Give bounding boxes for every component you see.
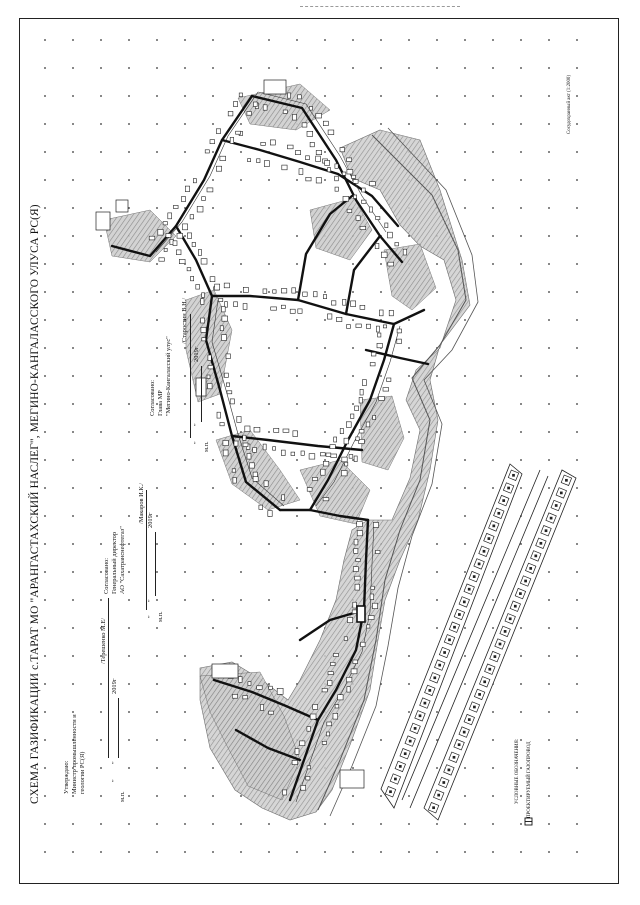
- legend-heading: УСЛОВНЫЕ ОБОЗНАЧЕНИЯ:: [515, 738, 520, 804]
- company-date-line: [155, 532, 156, 596]
- district-year: 2019г: [193, 346, 200, 362]
- company-stamp: м.п.: [157, 611, 164, 622]
- approved-heading: Утверждаю:: [63, 760, 70, 794]
- approved-date-close: ": [111, 761, 118, 764]
- company-position-1: Генеральный директор: [111, 531, 118, 594]
- district-date-open: ": [193, 441, 200, 444]
- approved-signature-line: [108, 598, 109, 758]
- page-title: СХЕМА ГАЗИФИКАЦИИ с.ТАРАТ МО "АРАНГАСТАХСКИЙ НАСЛЕГ", МЕГИНО-КАНГАЛАССКОГО УЛУСА РС(Я): [29, 204, 41, 804]
- company-signature-line: [146, 490, 147, 610]
- approved-date-open: ": [111, 779, 118, 782]
- rotated-text-layer: [19, 18, 619, 884]
- approved-position-1: Министр промышленности и: [71, 714, 78, 794]
- district-signature-line: [190, 314, 191, 438]
- district-heading: Согласовано:: [149, 380, 156, 416]
- legend-item-label: ПРОЕКТИРУЕМЫЙ ГАЗОПРОВОД: [527, 741, 532, 818]
- district-stamp: м.п.: [203, 441, 210, 452]
- district-position-1: Глава МР: [157, 390, 164, 416]
- approved-year: 2019г: [111, 678, 118, 694]
- company-heading: Согласовано:: [103, 558, 110, 594]
- company-signer: /Макаров И.К./: [138, 483, 145, 524]
- district-signer: /Старостин В.Н./: [181, 297, 188, 344]
- district-position-2: "Мегино-Кангаласский улус": [165, 336, 172, 416]
- company-year: 2019г: [147, 512, 154, 528]
- company-date-close: ": [147, 599, 154, 602]
- district-date-close: ": [193, 423, 200, 426]
- approved-date-line: [118, 698, 119, 758]
- side-note: Сосудохранный акт (1:2000): [567, 75, 572, 134]
- approved-stamp: м.п.: [119, 791, 126, 802]
- district-date-line: [201, 366, 202, 422]
- company-position-2: АО "Сахатранснефтегаз": [119, 526, 126, 594]
- approved-signer: /Терешенко М.Е/: [100, 617, 107, 664]
- company-date-open: ": [147, 615, 154, 618]
- approved-position-2: геологии РС(Я): [79, 751, 86, 794]
